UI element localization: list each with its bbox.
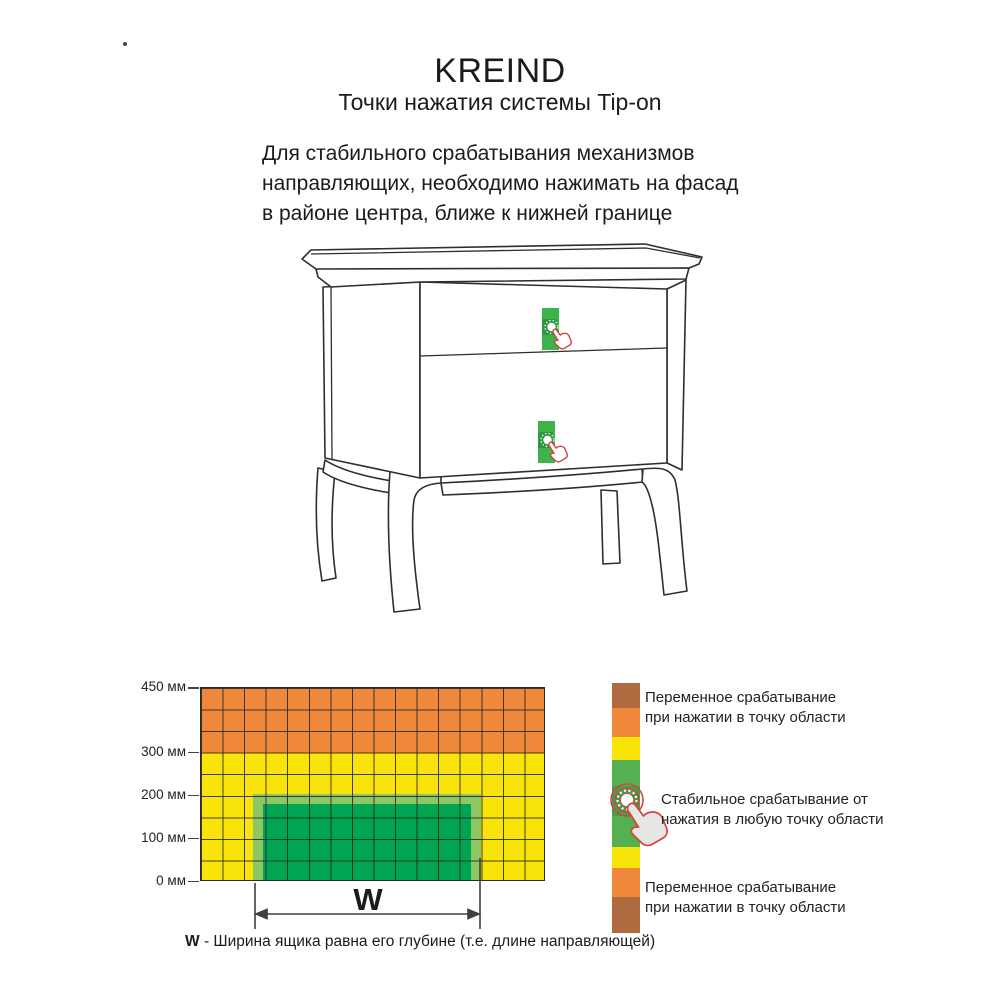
legend-seg-yellow xyxy=(612,737,640,760)
arrowhead-left xyxy=(256,910,267,919)
axis-label-100: 100 мм xyxy=(141,829,186,845)
axis-label-200: 200 мм xyxy=(141,786,186,802)
axis-tick xyxy=(188,881,199,883)
caption-symbol: W xyxy=(185,933,200,950)
side-panel-right xyxy=(667,280,686,470)
axis-tick xyxy=(188,795,199,797)
side-panel-left xyxy=(323,282,420,478)
caption-text: - Ширина ящика равна его глубине (т.е. длине направляющей) xyxy=(199,933,656,950)
legend-seg-brown xyxy=(612,897,640,933)
legend-seg-orange xyxy=(612,868,640,897)
axis-tick xyxy=(188,838,199,840)
axis-label-300: 300 мм xyxy=(141,743,186,759)
nightstand-illustration xyxy=(280,240,720,640)
leg-front-left xyxy=(388,471,441,612)
intro-paragraph xyxy=(262,139,739,229)
axis-tick xyxy=(188,687,199,689)
diagram-caption xyxy=(185,933,655,951)
axis-label-0: 0 мм xyxy=(156,872,186,888)
brand-title: KREIND xyxy=(434,52,566,90)
legend-seg-brown xyxy=(612,683,640,708)
legend-label-middle: Стабильное срабатывание от нажатия в любую точку области xyxy=(661,791,884,828)
leg-back-right xyxy=(601,490,620,564)
leg-back-left xyxy=(316,468,336,581)
intro-line: в районе центра, ближе к нижней границе xyxy=(262,202,673,225)
axis-tick xyxy=(188,752,199,754)
legend-seg-orange xyxy=(612,708,640,737)
legend-label-top: Переменное срабатывание при нажатии в точку области xyxy=(645,689,846,726)
arrowhead-right xyxy=(468,910,479,919)
tiny-dot xyxy=(123,42,127,46)
legend-label-bottom: Переменное срабатывание при нажатии в точку области xyxy=(645,879,846,916)
intro-line: Для стабильного срабатывания механизмов xyxy=(262,142,695,165)
leg-front-right xyxy=(642,468,687,595)
intro-line: направляющих, необходимо нажимать на фасад xyxy=(262,172,739,195)
width-label: W xyxy=(353,882,383,917)
page-title: Точки нажатия системы Tip-on xyxy=(338,89,662,115)
axis-label-450: 450 мм xyxy=(141,679,186,694)
